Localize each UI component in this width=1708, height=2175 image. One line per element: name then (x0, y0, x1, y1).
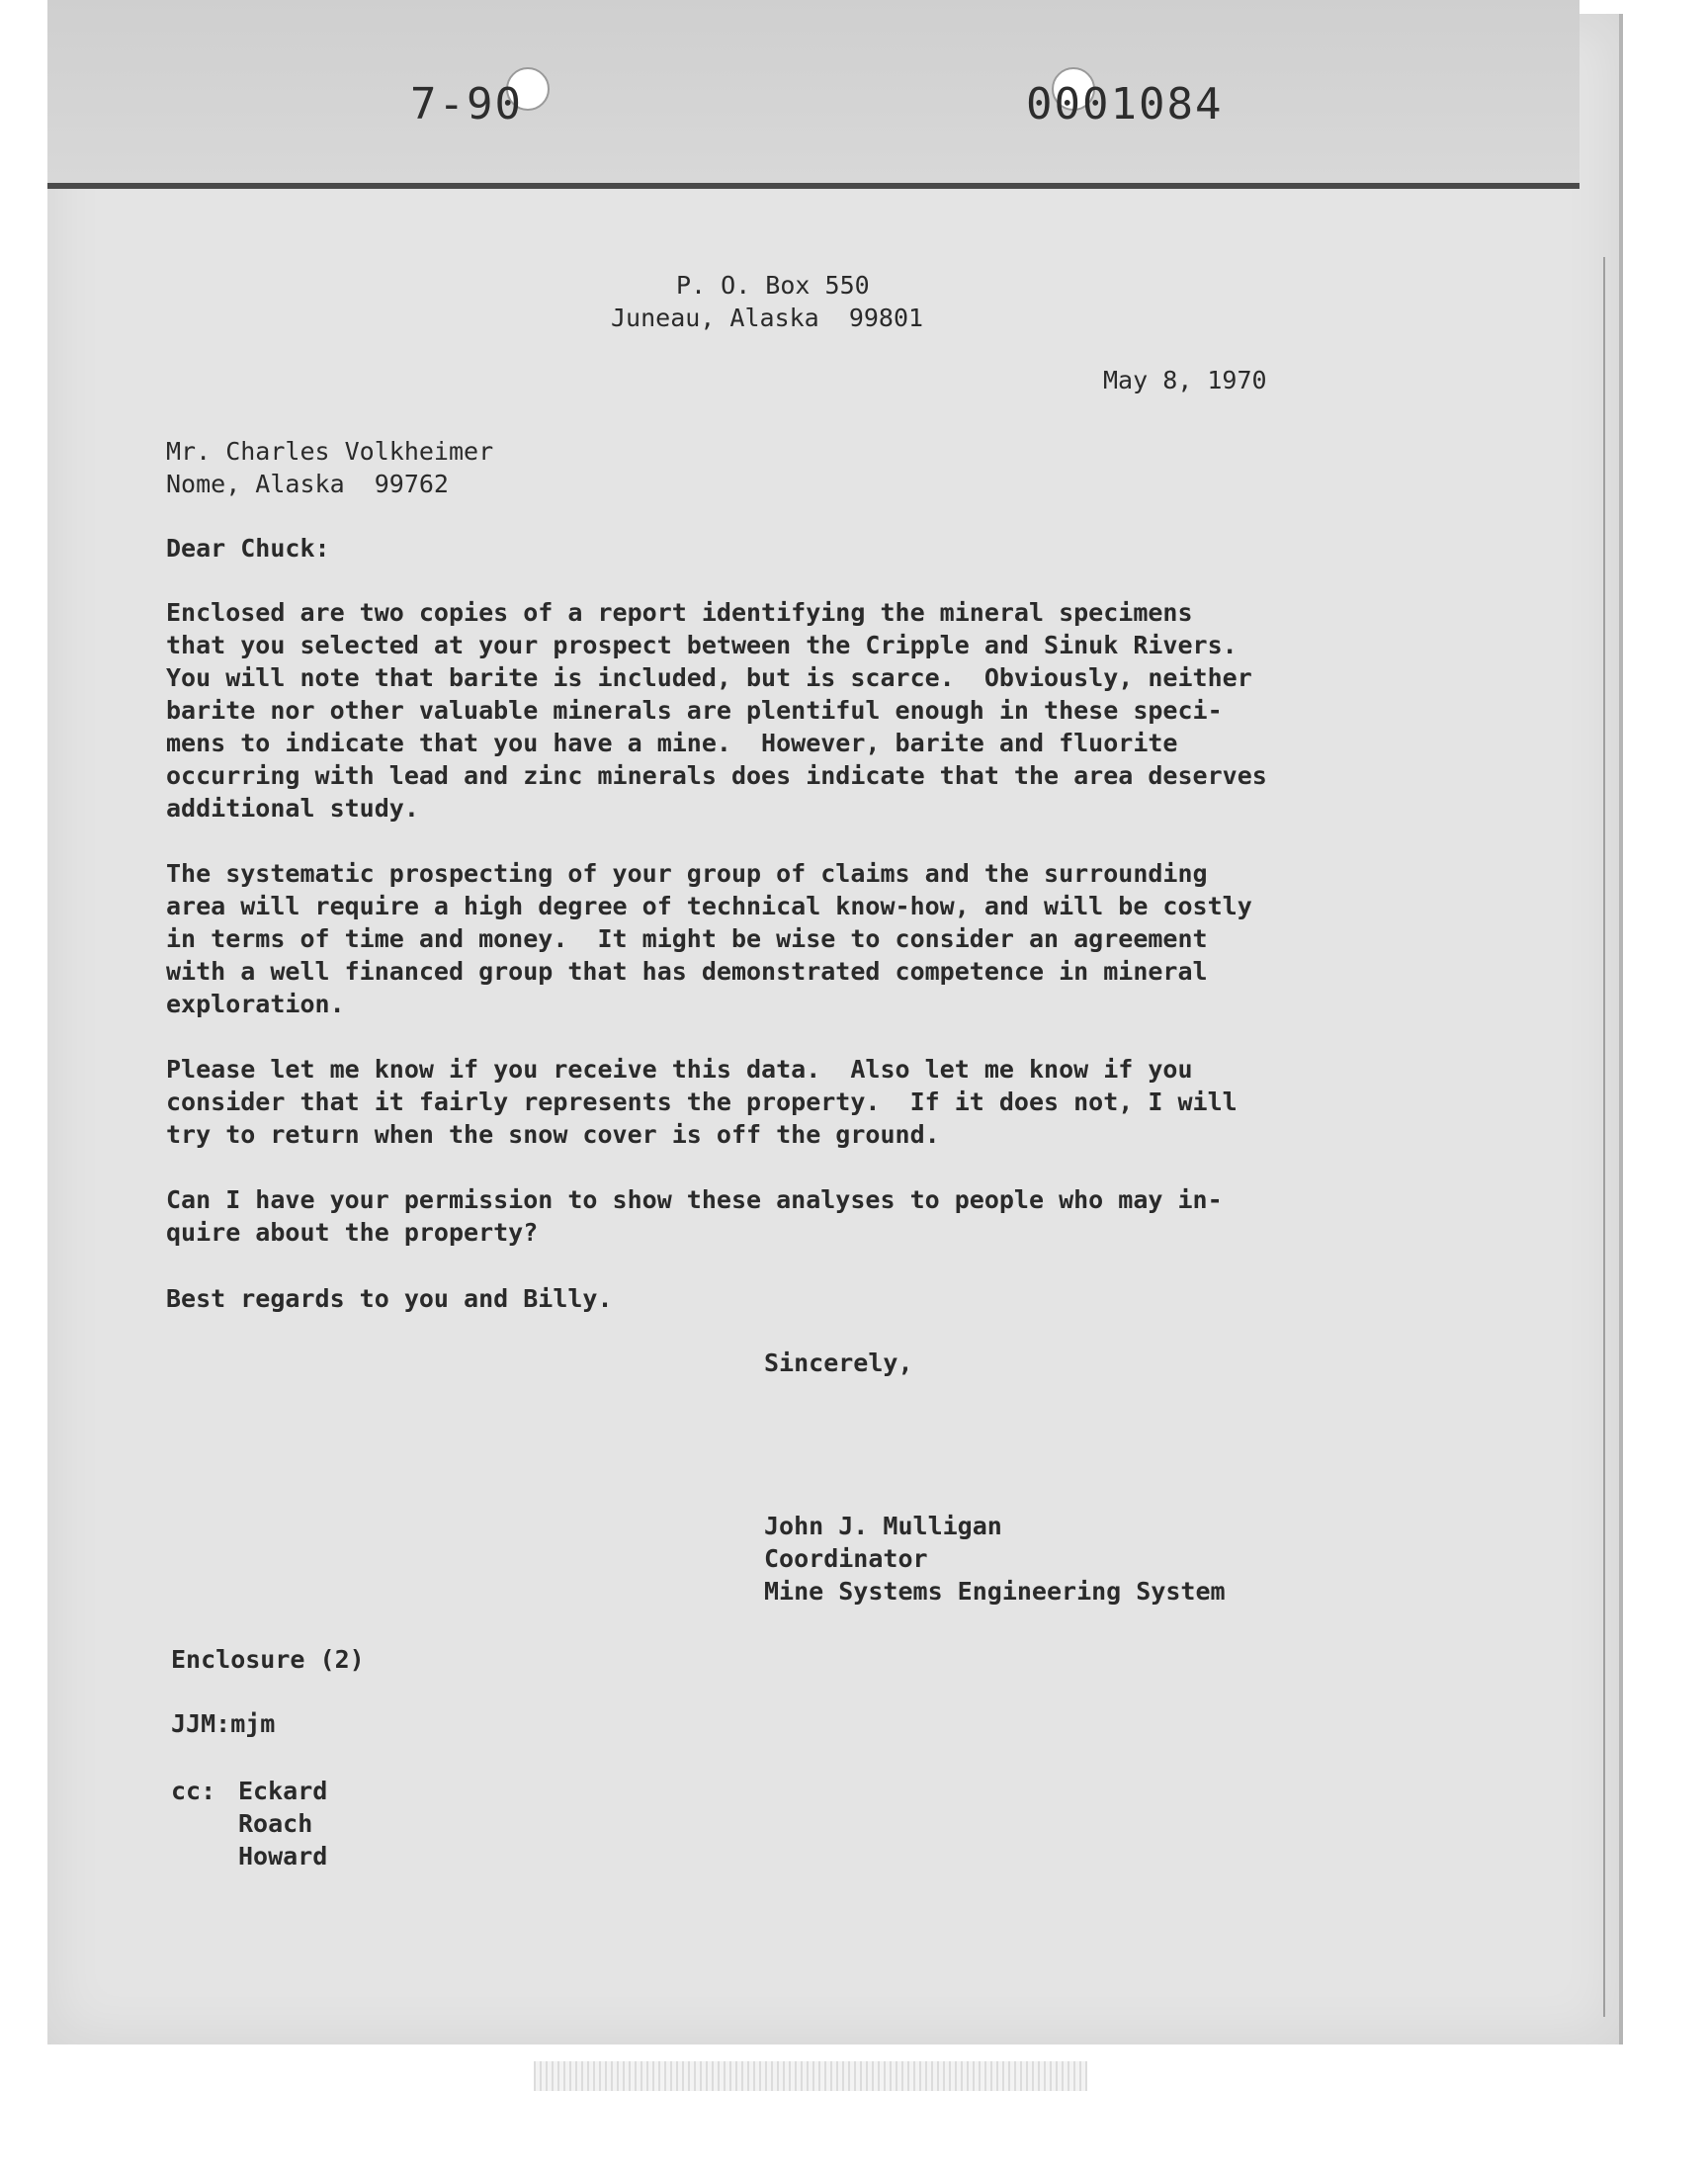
body-line: with a well financed group that has demonstrated competence in mineral (166, 957, 1208, 986)
salutation: Dear Chuck: (166, 534, 330, 563)
body-line: quire about the property? (166, 1218, 539, 1247)
typist-initials: JJM:mjm (171, 1709, 276, 1738)
body-line: mens to indicate that you have a mine. However, barite and fluorite (166, 729, 1178, 757)
cc-name: Roach (238, 1809, 313, 1838)
stamp-number-right: 0001084 (1026, 79, 1224, 130)
body-line: Can I have your permission to show these analyses to people who may in- (166, 1185, 1223, 1214)
best-regards-line: Best regards to you and Billy. (166, 1284, 613, 1313)
cc-name: Howard (238, 1842, 328, 1870)
signature-title: Coordinator (764, 1544, 928, 1573)
signature-organization: Mine Systems Engineering System (764, 1577, 1226, 1606)
recipient-address: Nome, Alaska 99762 (166, 470, 449, 498)
body-line: Please let me know if you receive this data. Also let me know if you (166, 1055, 1193, 1084)
body-line: in terms of time and money. It might be wise to consider an agreement (166, 924, 1208, 953)
cc-name: Eckard (238, 1777, 328, 1805)
page-edge-line (1603, 257, 1605, 2017)
body-line: consider that it fairly represents the property. If it does not, I will (166, 1088, 1238, 1116)
recipient-name: Mr. Charles Volkheimer (166, 437, 494, 466)
body-line: exploration. (166, 990, 345, 1018)
closing: Sincerely, (764, 1348, 913, 1377)
body-line: try to return when the snow cover is off the ground. (166, 1120, 940, 1149)
signature-name: John J. Mulligan (764, 1512, 1002, 1540)
body-line: that you selected at your prospect between the Cripple and Sinuk Rivers. (166, 631, 1238, 659)
body-line: area will require a high degree of technical know-how, and will be costly (166, 892, 1252, 920)
enclosure-note: Enclosure (2) (171, 1645, 365, 1674)
body-line: Enclosed are two copies of a report identifying the mineral specimens (166, 598, 1193, 627)
binder-strip (47, 0, 1580, 189)
cc-label: cc: (171, 1777, 216, 1805)
stamp-number-left: 7-90 (410, 79, 523, 130)
scan-artifact (534, 2061, 1087, 2091)
body-line: barite nor other valuable minerals are plentiful enough in these speci- (166, 696, 1223, 725)
body-line: You will note that barite is included, but is scarce. Obviously, neither (166, 663, 1252, 692)
letterhead-line2: Juneau, Alaska 99801 (611, 304, 924, 332)
body-line: additional study. (166, 794, 419, 823)
body-line: occurring with lead and zinc minerals does indicate that the area deserves (166, 761, 1267, 790)
letter-date: May 8, 1970 (1103, 366, 1267, 394)
letterhead-line1: P. O. Box 550 (676, 271, 870, 300)
body-line: The systematic prospecting of your group of claims and the surrounding (166, 859, 1208, 888)
